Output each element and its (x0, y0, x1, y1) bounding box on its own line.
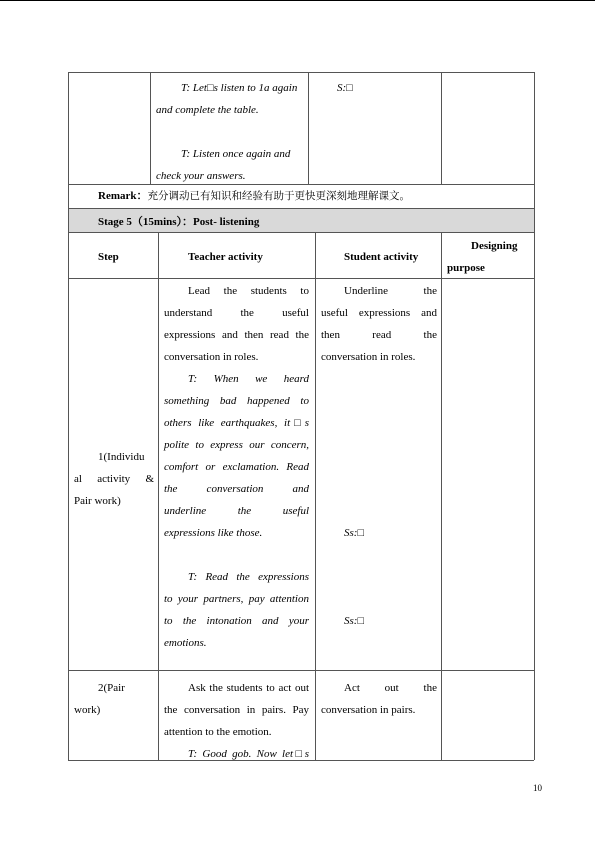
step1-teacher-line: T: Read the expressions (188, 571, 309, 583)
step1-teacher-line: expressions like those. (164, 527, 263, 539)
page-top-rule (0, 0, 595, 1)
remark-left-border (68, 184, 69, 208)
step1-teacher-line: expressions and then read the (164, 329, 309, 341)
header-teacher-activity: Teacher activity (188, 251, 263, 263)
row-divider (68, 670, 534, 671)
step2-col-line-2 (158, 670, 159, 760)
row1-teacher-line: and complete the table. (156, 104, 259, 116)
step1-teacher-line: to the intonation and your (164, 615, 309, 627)
step1-teacher-line: conversation in roles. (164, 351, 259, 363)
stage-title: Stage 5（15mins）：Post- listening (98, 216, 260, 228)
step2-label-line: 2(Pair (98, 682, 125, 694)
header-col-line-1 (68, 232, 69, 278)
step2-label-line: work) (74, 704, 101, 716)
step2-teacher-line: Ask the students to act out (188, 682, 309, 694)
step1-col-line-4 (441, 278, 442, 670)
header-designing: Designing (471, 240, 518, 252)
row-divider (68, 208, 534, 209)
step2-teacher-line: attention to the emotion. (164, 726, 272, 738)
step1-label-line: Pair work) (74, 495, 121, 507)
row1-teacher-line: check your answers. (156, 170, 246, 182)
stage-right-border (534, 208, 535, 232)
remark-row (98, 186, 410, 206)
step1-teacher-line: to your partners, pay attention (164, 593, 309, 605)
step1-teacher-line: Lead the students to (188, 285, 309, 297)
header-step: Step (98, 251, 119, 263)
step1-col-line-2 (158, 278, 159, 670)
step1-teacher-line: comfort or exclamation. Read (164, 461, 309, 473)
row1-teacher-line: T: Let□s listen to 1a again (181, 82, 298, 94)
row-divider (68, 278, 534, 279)
step2-student-line: conversation in pairs. (321, 704, 416, 716)
header-col-line-4 (441, 232, 442, 278)
header-col-line-2 (158, 232, 159, 278)
step1-col-line-1 (68, 278, 69, 670)
step1-student-line: conversation in roles. (321, 351, 416, 363)
header-col-line-5 (534, 232, 535, 278)
row-divider (68, 184, 534, 185)
row-divider (68, 232, 534, 233)
row1-col-line-3 (308, 72, 309, 184)
step1-teacher-line: others like earthquakes, it□s (164, 417, 309, 429)
step1-student-line: useful expressions and (321, 307, 437, 319)
step1-teacher-line: T: When we heard (188, 373, 309, 385)
header-purpose: purpose (447, 262, 485, 274)
step1-label-line: 1(Individu (98, 451, 145, 463)
step1-teacher-line: underline the useful (164, 505, 309, 517)
step2-teacher-line: the conversation in pairs. Pay (164, 704, 309, 716)
step2-col-line-3 (315, 670, 316, 760)
stage-left-border (68, 208, 69, 232)
row1-teacher-line: T: Listen once again and (181, 148, 291, 160)
step1-col-line-5 (534, 278, 535, 670)
step1-student-line: Ss:□ (344, 527, 365, 539)
row1-col-line-4 (441, 72, 442, 184)
row1-student-text: S:□ (337, 82, 353, 94)
row1-col-line-2 (150, 72, 151, 184)
header-col-line-3 (315, 232, 316, 278)
step2-col-line-5 (534, 670, 535, 760)
step1-student-line: then read the (321, 329, 437, 341)
row1-col-line-5 (534, 72, 535, 184)
step2-col-line-4 (441, 670, 442, 760)
step1-teacher-line: something bad happened to (164, 395, 309, 407)
remark-text: 充分调动已有知识和经验有助于更快更深刻地理解课文。 (147, 190, 410, 202)
step1-label-line: al activity & (74, 473, 154, 485)
header-student-activity: Student activity (344, 251, 419, 263)
table-top-border (68, 72, 534, 73)
remark-right-border (534, 184, 535, 208)
step1-col-line-3 (315, 278, 316, 670)
remark-label: Remark： (98, 190, 148, 202)
step1-teacher-line: understand the useful (164, 307, 309, 319)
page-number: 10 (533, 783, 542, 793)
step2-col-line-1 (68, 670, 69, 760)
step1-teacher-line: polite to express our concern, (164, 439, 309, 451)
step1-student-line: Ss:□ (344, 615, 365, 627)
step1-teacher-line: emotions. (164, 637, 207, 649)
step2-teacher-line: T: Good gob. Now let□s (188, 748, 309, 760)
step1-student-line: Underline the (344, 285, 437, 297)
step1-teacher-line: the conversation and (164, 483, 309, 495)
row1-col-line-1 (68, 72, 69, 184)
step2-student-line: Act out the (344, 682, 437, 694)
